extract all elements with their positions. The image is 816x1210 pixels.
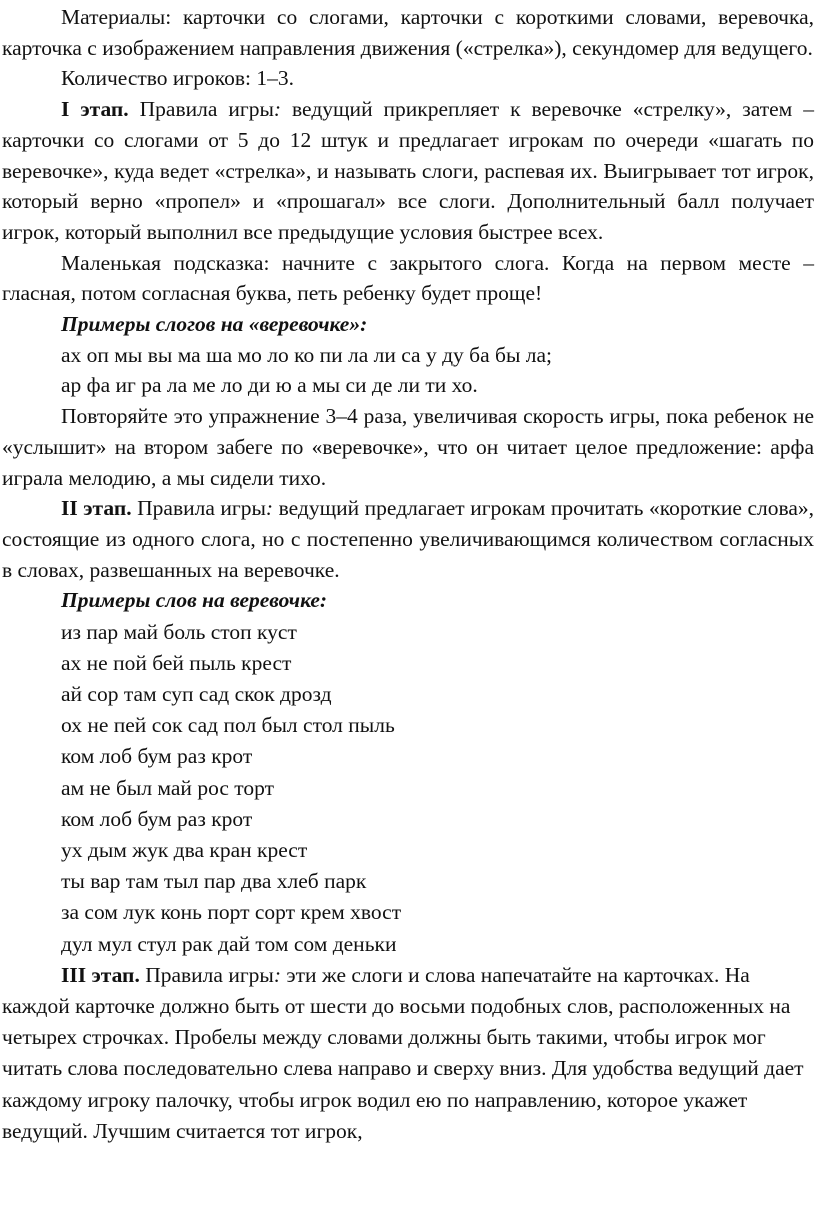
word-examples-list bbox=[2, 617, 814, 960]
word-line: ам не был май рос торт bbox=[61, 775, 274, 800]
materials-paragraph: Материалы: карточки со слогами, карточки с короткими словами, веревочка, карточка с изображением направления движения («стрелка»), секундомер для ведущего. bbox=[2, 5, 814, 60]
word-line: из пар май боль стоп куст bbox=[61, 619, 297, 644]
stage2-colon: : bbox=[265, 496, 274, 521]
stage2-text: ведущий предлагает игрокам прочитать «короткие слова», состоящие из одного слога, но с постепенно увеличивающимся количеством согласных в словах, развешанных на веревочке. bbox=[2, 496, 814, 582]
word-line: ком лоб бум раз крот bbox=[61, 806, 253, 831]
stage3-text: эти же слоги и слова напечатайте на карточках. На каждой карточке должно быть от шести до восьми подобных слов, расположенных на четырех строчках. Пробелы между словами должны быть такими, чтобы игрок мог читать слова последовательно слева направо и сверху вниз. Для удобства ведущий дает каждому игроку палочку, чтобы игрок водил ею по направлению, которое укажет ведущий. Лучшим считается тот игрок, bbox=[2, 962, 804, 1143]
stage3-colon: : bbox=[273, 962, 282, 987]
syllables-heading-text: Примеры слогов на «веревочке»: bbox=[61, 312, 368, 337]
word-line: ах не пой бей пыль крест bbox=[61, 650, 292, 675]
syllable-examples-list bbox=[2, 340, 814, 401]
word-line: ты вар там тыл пар два хлеб парк bbox=[61, 869, 367, 894]
syllables-heading bbox=[2, 309, 814, 340]
stage2-rules-label: Правила игры bbox=[131, 496, 266, 521]
word-line: за сом лук конь порт сорт крем хвост bbox=[61, 900, 402, 925]
hint-paragraph: Маленькая подсказка: начните с закрытого слога. Когда на первом месте – гласная, потом согласная буква, петь ребенку будет проще! bbox=[2, 250, 814, 306]
stage1-title: I этап. bbox=[61, 97, 129, 122]
syllable-line: ах оп мы вы ма ша мо ло ко пи ла ли са у ду ба бы ла; bbox=[61, 342, 553, 367]
word-line: ком лоб бум раз крот bbox=[61, 744, 253, 769]
word-line: ай сор там суп сад скок дрозд bbox=[61, 681, 332, 706]
words-heading bbox=[2, 585, 814, 616]
stage2-title: II этап. bbox=[61, 496, 132, 521]
stage2-paragraph bbox=[2, 493, 814, 585]
word-line: ух дым жук два кран крест bbox=[61, 837, 308, 862]
stage3-title: III этап. bbox=[61, 962, 140, 987]
syllable-line: ар фа иг ра ла ме ло ди ю а мы си де ли ти хо. bbox=[61, 373, 478, 398]
stage1-colon: : bbox=[273, 97, 282, 122]
word-line: дул мул стул рак дай том сом деньки bbox=[61, 931, 397, 956]
players-paragraph: Количество игроков: 1–3. bbox=[61, 66, 294, 91]
word-line: ох не пей сок сад пол был стол пыль bbox=[61, 713, 395, 738]
stage1-text: ведущий прикрепляет к веревочке «стрелку», затем – карточки со слогами от 5 до 12 штук и предлагает игрокам по очереди «шагать по веревочке», куда ведет «стрелка», и называть слоги, распевая их. Выигрывает тот игрок, который верно «пропел» и «прошагал» все слоги. Дополнительный балл получает игрок, который выполнил все предыдущие условия быстрее всех. bbox=[2, 97, 814, 244]
stage1-rules-label: Правила игры bbox=[128, 97, 274, 122]
stage3-rules-label: Правила игры bbox=[139, 962, 274, 987]
stage3-paragraph bbox=[2, 960, 814, 1147]
words-heading-text: Примеры слов на веревочке: bbox=[61, 588, 328, 613]
stage1-paragraph bbox=[2, 94, 814, 248]
repeat-paragraph: Повторяйте это упражнение 3–4 раза, увеличивая скорость игры, пока ребенок не «услышит» на втором забеге по «веревочке», что он читает целое предложение: арфа играла мелодию, а мы сидели тихо. bbox=[2, 404, 814, 490]
